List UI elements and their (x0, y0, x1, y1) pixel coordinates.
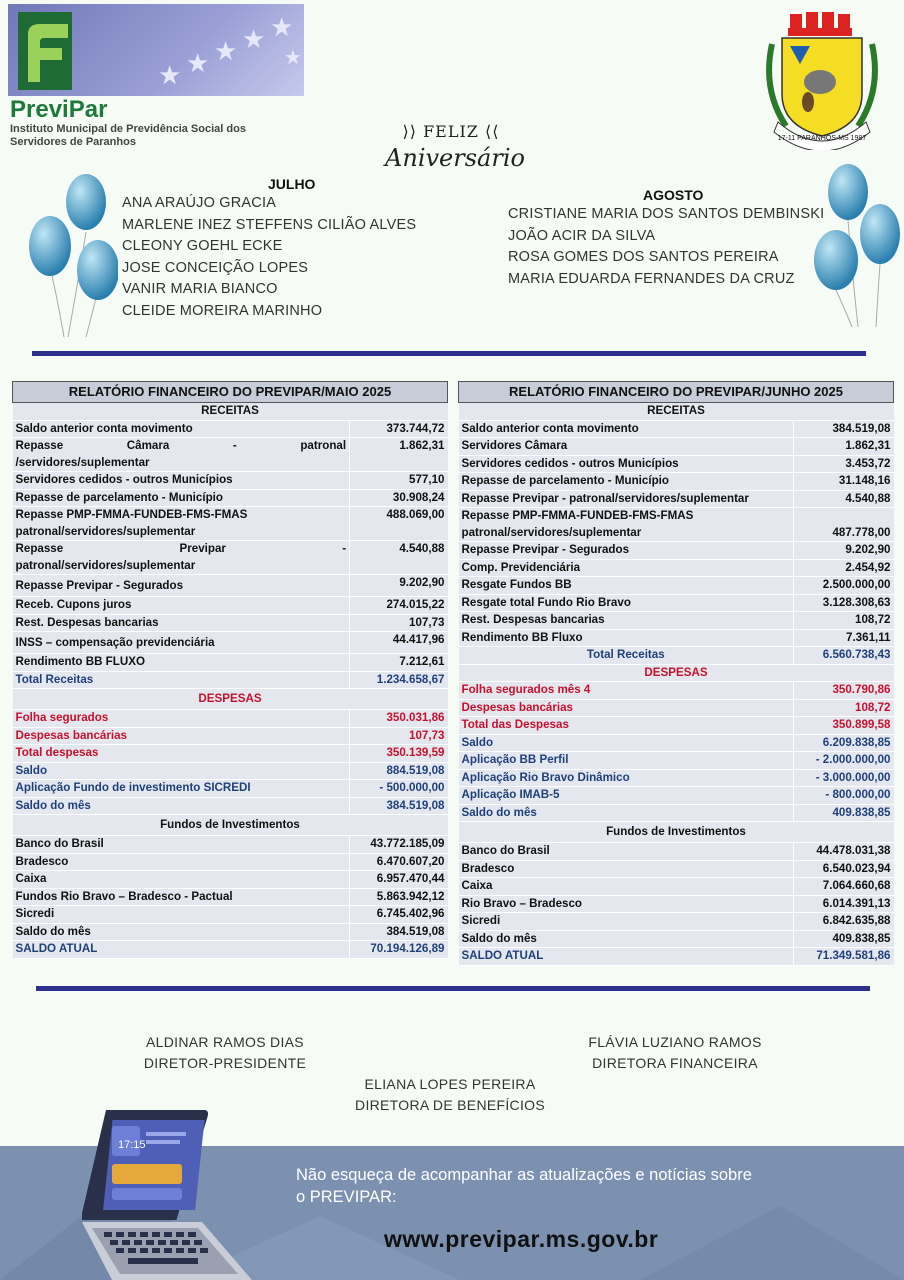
table-row: Sicredi 6.745.402,96 (13, 906, 448, 924)
signature-benefits: ELIANA LOPES PEREIRA DIRETORA DE BENEFÍCIOS (355, 1076, 545, 1113)
table-row: Receb. Cupons juros 274.015,22 (13, 597, 448, 615)
table-row: Servidores Câmara 1.862,31 (459, 438, 894, 456)
table-row: Saldo anterior conta movimento 384.519,08 (459, 420, 894, 438)
table-row: Banco do Brasil 43.772.185,09 (13, 836, 448, 854)
table-row: Saldo anterior conta movimento 373.744,72 (13, 420, 448, 438)
table-row: Resgate Fundos BB 2.500.000,00 (459, 577, 894, 595)
svg-text:17-11 PARANHOS-MS 1987: 17-11 PARANHOS-MS 1987 (777, 135, 867, 142)
table-row: RECEITAS (459, 403, 894, 421)
table-row: Repasse Câmara - patronal /servidores/suplementar 1.862,31 (13, 438, 448, 472)
table-row: Repasse PMP-FMMA-FUNDEB-FMS-FMAS patronal/servidores/suplementar 487.778,00 (459, 508, 894, 542)
report-may-table (12, 381, 448, 959)
table-row: Total das Despesas 350.899,58 (459, 717, 894, 735)
table-row: Saldo do mês 384.519,08 (13, 923, 448, 941)
table-row: Resgate total Fundo Rio Bravo 3.128.308,63 (459, 594, 894, 612)
july-names-list (122, 193, 416, 322)
table-row: Rest. Despesas bancarias 108,72 (459, 612, 894, 630)
table-row: Aplicação IMAB-5 - 800.000,00 (459, 787, 894, 805)
footer-message: Não esqueça de acompanhar as atualizações e notícias sobre o PREVIPAR: (296, 1166, 752, 1206)
logo-mark-icon (18, 12, 72, 90)
august-names-list (508, 204, 824, 290)
table-row: Repasse Previpar - Segurados 9.202,90 (459, 542, 894, 560)
star-icon: ★ (284, 47, 302, 69)
signature-president: ALDINAR RAMOS DIAS DIRETOR-PRESIDENTE (143, 1034, 307, 1071)
table-row: Comp. Previdenciária 2.454,92 (459, 559, 894, 577)
list-item: ANA ARAÚJO GRACIA (122, 195, 277, 211)
list-item: CRISTIANE MARIA DOS SANTOS DEMBINSKI (508, 206, 825, 222)
website-link[interactable]: www.previpar.ms.gov.br (384, 1226, 659, 1252)
star-icon: ★ (214, 36, 238, 66)
balloons-left-icon (28, 172, 118, 342)
table-row: INSS – compensação previdenciária 44.417,96 (13, 632, 448, 654)
star-icon: ★ (242, 24, 266, 54)
table-row: Caixa 7.064.660,68 (459, 878, 894, 896)
divider (32, 351, 866, 356)
table-row: Rendimento BB Fluxo 7.361,11 (459, 629, 894, 647)
table-row: Bradesco 6.540.023,94 (459, 860, 894, 878)
table-row: Servidores cedidos - outros Municípios 577,10 (13, 472, 448, 490)
report-june-table (458, 381, 894, 966)
divider (36, 986, 870, 991)
table-row: Banco do Brasil 44.478.031,38 (459, 843, 894, 861)
table-row: Total Receitas 6.560.738,43 (459, 647, 894, 665)
table-row: Total despesas 350.139,59 (13, 745, 448, 763)
table-row: SALDO ATUAL 71.349.581,86 (459, 948, 894, 966)
table-row: Aplicação Fundo de investimento SICREDI - 500.000,00 (13, 780, 448, 798)
table-row: Rendimento BB FLUXO 7.212,61 (13, 654, 448, 672)
table-row: Despesas bancárias 108,72 (459, 699, 894, 717)
list-item: MARLENE INEZ STEFFENS CILIÃO ALVES (122, 216, 417, 233)
table-row: Sicredi 6.842.635,88 (459, 913, 894, 931)
table-row: Folha segurados mês 4 350.790,86 (459, 682, 894, 700)
list-item: CLEIDE MOREIRA MARINHO (122, 302, 323, 319)
table-row: Rio Bravo – Bradesco 6.014.391,13 (459, 895, 894, 913)
table-row: Repasse de parcelamento - Município 30.908,24 (13, 489, 448, 507)
list-item: CLEONY GOEHL ECKE (122, 238, 283, 254)
list-item: VANIR MARIA BIANCO (122, 281, 278, 297)
paranhos-crest (760, 10, 884, 150)
table-row: SALDO ATUAL 70.194.126,89 (13, 941, 448, 959)
list-item: MARIA EDUARDA FERNANDES DA CRUZ (508, 270, 795, 287)
star-icon: ★ (158, 60, 182, 90)
table-row: Servidores cedidos - outros Municípios 3.453,72 (459, 455, 894, 473)
table-row: Repasse Previpar - patronal/servidores/suplementar 4.540,88 (459, 490, 894, 508)
previpar-logo (8, 4, 304, 96)
table-row: DESPESAS (13, 689, 448, 710)
august-title: AGOSTO (643, 187, 704, 203)
table-title-row (459, 382, 894, 403)
table-row: Folha segurados 350.031,86 (13, 710, 448, 728)
report-june-title: RELATÓRIO FINANCEIRO DO PREVIPAR/JUNHO 2025 (459, 382, 894, 403)
table-row: RECEITAS (13, 403, 448, 421)
logo-name: PreviPar (10, 96, 108, 123)
table-row: Total Receitas 1.234.658,67 (13, 671, 448, 689)
table-row: Rest. Despesas bancarias 107,73 (13, 614, 448, 632)
star-icon: ★ (270, 12, 294, 42)
greeting-feliz: ⟩⟩ FELIZ ⟨⟨ (402, 122, 500, 141)
signature-finance: FLÁVIA LUZIANO RAMOS DIRETORA FINANCEIRA (588, 1034, 762, 1071)
table-row: Caixa 6.957.470,44 (13, 871, 448, 889)
laptop-icon (82, 1106, 282, 1280)
table-row: Aplicação Rio Bravo Dinâmico - 3.000.000,00 (459, 769, 894, 787)
table-row: Saldo 884.519,08 (13, 762, 448, 780)
table-row: Fundos de Investimentos (13, 815, 448, 836)
table-row: Saldo do mês 409.838,85 (459, 804, 894, 822)
table-row: Saldo do mês 409.838,85 (459, 930, 894, 948)
table-row: Repasse Previpar - Segurados 9.202,90 (13, 575, 448, 597)
report-may-title: RELATÓRIO FINANCEIRO DO PREVIPAR/MAIO 2025 (13, 382, 448, 403)
list-item: JOSE CONCEIÇÃO LOPES (122, 259, 309, 276)
table-row: Repasse Previpar - patronal/servidores/suplementar 4.540,88 (13, 541, 448, 575)
table-row: Aplicação BB Perfil - 2.000.000,00 (459, 752, 894, 770)
table-row: Repasse PMP-FMMA-FUNDEB-FMS-FMAS patronal/servidores/suplementar 488.069,00 (13, 507, 448, 541)
table-row: Fundos de Investimentos (459, 822, 894, 843)
star-icon: ★ (186, 48, 210, 78)
table-row: Despesas bancárias 107,73 (13, 727, 448, 745)
table-row: DESPESAS (459, 664, 894, 682)
table-row: Saldo do mês 384.519,08 (13, 797, 448, 815)
svg-text:17:15: 17:15 (118, 1139, 146, 1151)
list-item: ROSA GOMES DOS SANTOS PEREIRA (508, 249, 779, 265)
july-title: JULHO (268, 176, 316, 192)
table-row: Repasse de parcelamento - Município 31.148,16 (459, 473, 894, 491)
table-title-row (13, 382, 448, 403)
table-row: Bradesco 6.470.607,20 (13, 853, 448, 871)
table-row: Fundos Rio Bravo – Bradesco - Pactual 5.863.942,12 (13, 888, 448, 906)
table-row: Saldo 6.209.838,85 (459, 734, 894, 752)
list-item: JOÃO ACIR DA SILVA (508, 227, 656, 244)
logo-subtitle: Instituto Municipal de Previdência Social dos Servidores de Paranhos (10, 123, 246, 148)
greeting-aniversario: Aniversário (385, 144, 525, 172)
